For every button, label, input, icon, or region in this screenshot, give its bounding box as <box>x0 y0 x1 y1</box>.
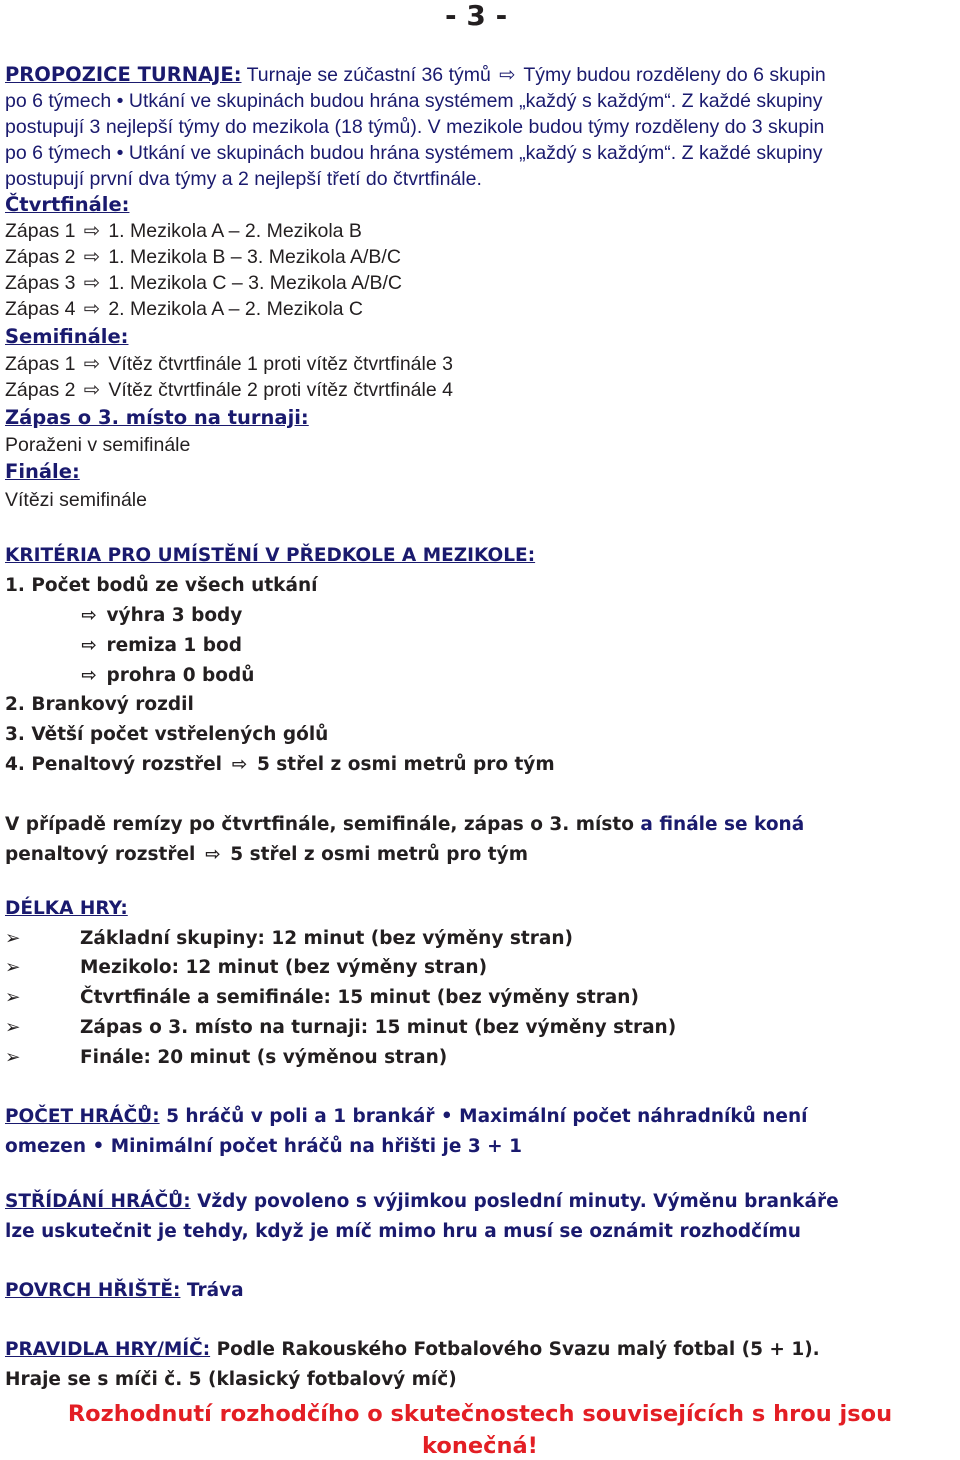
propozice-line-4: po 6 týmech • Utkání ve skupinách budou hrána systémem „každý s každým“. Z každé skupiny <box>5 142 823 164</box>
kriteria-point-loss <box>78 661 254 691</box>
arrow-icon: ⇨ <box>83 298 101 320</box>
ctvrtfinale-heading: Čtvrtfinále: <box>5 193 130 216</box>
match-label: Zápas 2 <box>5 246 76 268</box>
point-text: prohra 0 bodů <box>106 665 255 686</box>
arrow-icon: ⇨ <box>81 605 97 626</box>
chevron-right-icon: ➢ <box>5 928 21 949</box>
chevron-right-icon: ➢ <box>5 957 21 978</box>
semifinale-match-1 <box>5 351 453 377</box>
propozice-heading: PROPOZICE TURNAJE: <box>5 63 242 86</box>
remiza-line-2 <box>5 840 528 870</box>
point-text: remiza 1 bod <box>106 635 242 656</box>
povrch-heading: POVRCH HŘIŠTĚ: <box>5 1280 181 1301</box>
stridani-heading: STŘÍDÁNÍ HRÁČŮ: <box>5 1191 191 1212</box>
arrow-icon: ⇨ <box>83 379 101 401</box>
finale-text: Vítězi semifinále <box>5 489 147 511</box>
arrow-icon: ⇨ <box>81 665 97 686</box>
pravidla-heading: PRAVIDLA HRY/MÍČ: <box>5 1339 211 1360</box>
arrow-icon: ⇨ <box>83 353 101 375</box>
remiza-text-blue: a finále se koná <box>640 814 805 835</box>
match-label: Zápas 3 <box>5 272 76 294</box>
arrow-icon: ⇨ <box>83 272 101 294</box>
pocet-heading: POČET HRÁČŮ: <box>5 1106 160 1127</box>
delka-item-text: Finále: 20 minut (s výměnou stran) <box>80 1047 448 1068</box>
delka-item <box>5 1043 447 1073</box>
finale-heading: Finále: <box>5 460 80 483</box>
treti-misto-text: Poraženi v semifinále <box>5 434 191 456</box>
match-text: Vítěz čtvrtfinále 2 proti vítěz čtvrtfinále 4 <box>108 379 453 401</box>
match-label: Zápas 4 <box>5 298 76 320</box>
pravidla-text: Podle Rakouského Fotbalového Svazu malý fotbal (5 + 1). <box>216 1339 820 1360</box>
remiza-text: 5 střel z osmi metrů pro tým <box>230 844 528 865</box>
delka-item-text: Základní skupiny: 12 minut (bez výměny stran) <box>80 928 573 949</box>
kriteria-point-draw <box>78 631 242 661</box>
ctvrtfinale-match-1 <box>5 218 362 244</box>
remiza-text: V případě remízy po čtvrtfinále, semifinále, zápas o 3. místo <box>5 814 634 835</box>
povrch-line <box>5 1276 244 1306</box>
treti-misto-heading: Zápas o 3. místo na turnaji: <box>5 406 309 429</box>
propozice-line-1 <box>5 62 826 88</box>
rozhodnuti-line-2: konečná! <box>422 1433 538 1459</box>
pravidla-line-2: Hraje se s míči č. 5 (klasický fotbalový míč) <box>5 1369 457 1390</box>
kriteria-item-3: 3. Větší počet vstřelených gólů <box>5 724 329 745</box>
delka-item-text: Mezikolo: 12 minut (bez výměny stran) <box>80 957 488 978</box>
semifinale-match-2 <box>5 377 453 403</box>
match-text: 1. Mezikola A – 2. Mezikola B <box>108 220 362 242</box>
kriteria-heading: KRITÉRIA PRO UMÍSTĚNÍ V PŘEDKOLE A MEZIKOLE: <box>5 545 536 566</box>
delka-heading: DÉLKA HRY: <box>5 898 128 919</box>
delka-item <box>5 924 573 954</box>
arrow-icon: ⇨ <box>205 844 221 865</box>
rozhodnuti-line-1: Rozhodnutí rozhodčího o skutečnostech souvisejících s hrou jsou <box>67 1401 893 1427</box>
arrow-icon: ⇨ <box>83 220 101 242</box>
delka-item <box>5 1013 676 1043</box>
match-label: Zápas 1 <box>5 220 76 242</box>
delka-item-text: Čtvrtfinále a semifinále: 15 minut (bez výměny stran) <box>80 987 639 1008</box>
arrow-icon: ⇨ <box>499 64 516 86</box>
kriteria-point-win <box>78 601 242 631</box>
delka-item <box>5 953 487 983</box>
item-text: 4. Penaltový rozstřel <box>5 754 223 775</box>
pocet-line-2: omezen • Minimální počet hráčů na hřišti je 3 + 1 <box>5 1136 522 1157</box>
propozice-text-1a: Turnaje se zúčastní 36 týmů <box>246 64 491 86</box>
remiza-line-1 <box>5 810 804 840</box>
match-text: 2. Mezikola A – 2. Mezikola C <box>108 298 364 320</box>
arrow-icon: ⇨ <box>81 635 97 656</box>
propozice-text-1b: Týmy budou rozděleny do 6 skupin <box>523 64 826 86</box>
ctvrtfinale-match-2 <box>5 244 401 270</box>
kriteria-item-4 <box>5 750 555 780</box>
chevron-right-icon: ➢ <box>5 987 21 1008</box>
stridani-line-2: lze uskutečnit je tehdy, když je míč mimo hru a musí se oznámit rozhodčímu <box>5 1221 801 1242</box>
match-text: 1. Mezikola B – 3. Mezikola A/B/C <box>108 246 401 268</box>
page-number: - 3 - <box>445 0 508 32</box>
item-text: 5 střel z osmi metrů pro tým <box>256 754 555 775</box>
ctvrtfinale-match-3 <box>5 270 402 296</box>
chevron-right-icon: ➢ <box>5 1047 21 1068</box>
stridani-text: Vždy povoleno s výjimkou poslední minuty. Výměnu brankáře <box>197 1191 839 1212</box>
pocet-line-1 <box>5 1102 807 1132</box>
match-text: Vítěz čtvrtfinále 1 proti vítěz čtvrtfinále 3 <box>108 353 453 375</box>
pravidla-line-1 <box>5 1335 820 1365</box>
semifinale-heading: Semifinále: <box>5 325 129 348</box>
ctvrtfinale-match-4 <box>5 296 363 322</box>
propozice-line-2: po 6 týmech • Utkání ve skupinách budou hrána systémem „každý s každým“. Z každé skupiny <box>5 90 823 112</box>
kriteria-item-1: 1. Počet bodů ze všech utkání <box>5 575 318 596</box>
delka-item <box>5 983 639 1013</box>
arrow-icon: ⇨ <box>231 754 248 775</box>
remiza-text: penaltový rozstřel <box>5 844 196 865</box>
delka-item-text: Zápas o 3. místo na turnaji: 15 minut (bez výměny stran) <box>80 1017 677 1038</box>
match-label: Zápas 1 <box>5 353 76 375</box>
kriteria-item-2: 2. Brankový rozdil <box>5 694 194 715</box>
propozice-line-3: postupují 3 nejlepší týmy do mezikola (18 týmů). V mezikole budou týmy rozděleny do 3 skupin <box>5 116 825 138</box>
povrch-text: Tráva <box>186 1280 244 1301</box>
stridani-line-1 <box>5 1187 839 1217</box>
point-text: výhra 3 body <box>106 605 243 626</box>
propozice-line-5: postupují první dva týmy a 2 nejlepší třetí do čtvrtfinále. <box>5 168 482 190</box>
arrow-icon: ⇨ <box>83 246 101 268</box>
pocet-text: 5 hráčů v poli a 1 brankář • Maximální počet náhradníků není <box>166 1106 808 1127</box>
chevron-right-icon: ➢ <box>5 1017 21 1038</box>
match-text: 1. Mezikola C – 3. Mezikola A/B/C <box>108 272 403 294</box>
match-label: Zápas 2 <box>5 379 76 401</box>
